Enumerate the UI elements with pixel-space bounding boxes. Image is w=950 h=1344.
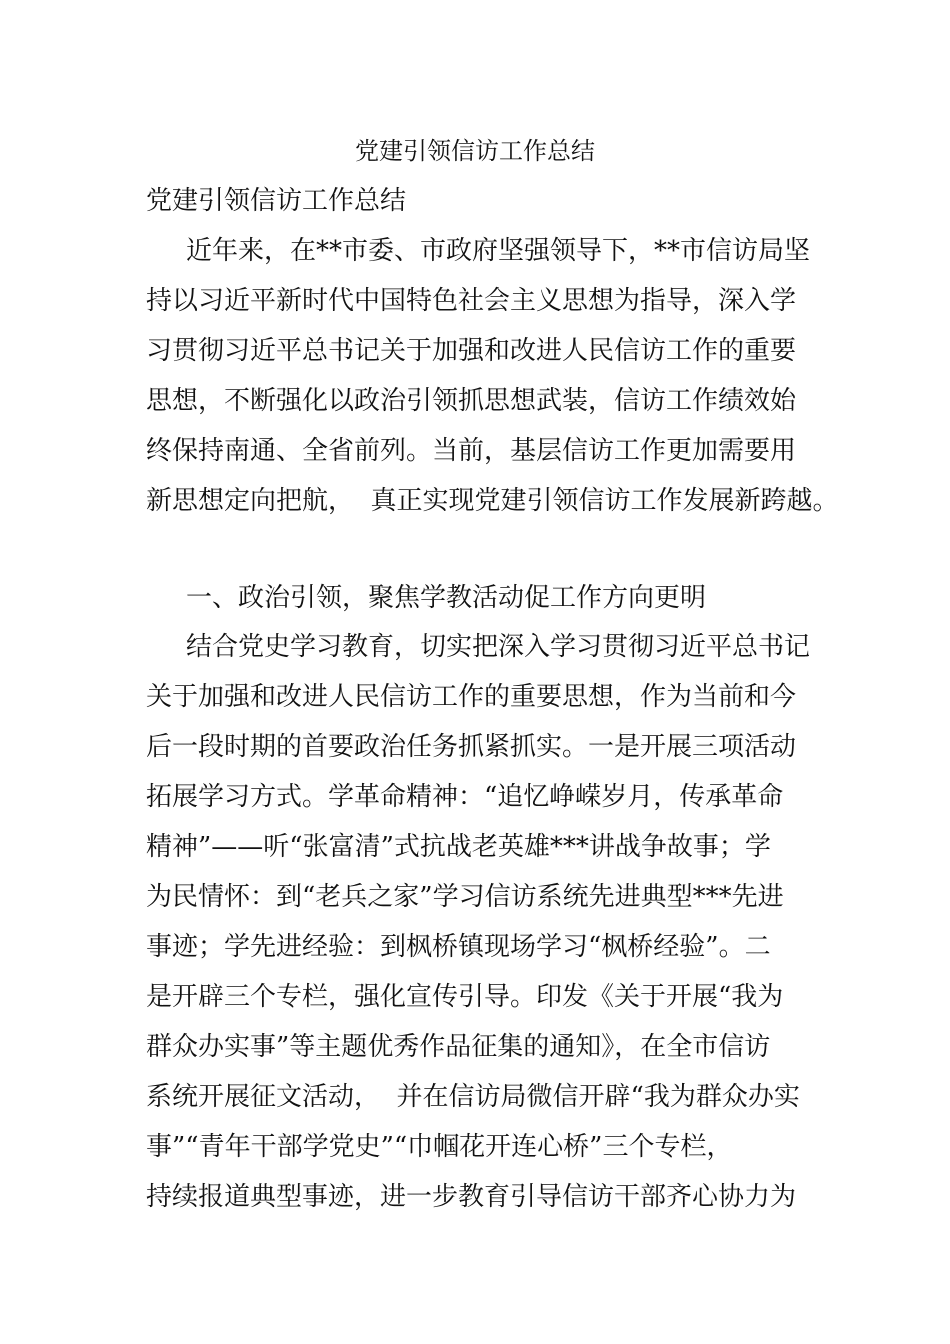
paragraph-line: 终保持南通、全省前列。当前，基层信访工作更加需要用 [146,436,797,466]
document-title: 党建引领信访工作总结 [355,137,595,165]
paragraph-line: 习贯彻习近平总书记关于加强和改进人民信访工作的重要 [146,336,797,366]
paragraph-line: 持以习近平新时代中国特色社会主义思想为指导，深入学 [146,286,797,316]
paragraph-line: 近年来，在**市委、市政府坚强领导下，**市信访局坚 [186,236,811,266]
paragraph-line: 群众办实事”等主题优秀作品征集的通知》，在全市信访 [146,1032,771,1062]
paragraph-line: 后一段时期的首要政治任务抓紧抓实。一是开展三项活动 [146,732,797,762]
document-subtitle: 党建引领信访工作总结 [146,186,407,216]
intro-paragraph [146,226,846,526]
paragraph-line: 持续报道典型事迹，进一步教育引导信访干部齐心协力为 [146,1182,797,1212]
paragraph-line: 关于加强和改进人民信访工作的重要思想，作为当前和今 [146,682,797,712]
paragraph-line: 事”“青年干部学党史”“巾帼花开连心桥”三个专栏， [146,1132,733,1162]
paragraph-line: 拓展学习方式。学革命精神：“追忆峥嵘岁月，传承革命 [146,782,784,812]
paragraph-line: 为民情怀：到“老兵之家”学习信访系统先进典型***先进 [146,882,784,912]
paragraph-line: 精神”——听“张富清”式抗战老英雄***讲战争故事；学 [146,832,771,862]
paragraph-line: 系统开展征文活动， 并在信访局微信开辟“我为群众办实 [146,1082,800,1112]
paragraph-line: 结合党史学习教育，切实把深入学习贯彻习近平总书记 [186,632,811,662]
paragraph-line: 是开辟三个专栏，强化宣传引导。印发《关于开展“我为 [146,982,784,1012]
section-heading: 一、政治引领，聚焦学教活动促工作方向更明 [186,583,707,613]
paragraph-line: 思想，不断强化以政治引领抓思想武装，信访工作绩效始 [146,386,797,416]
paragraph-line: 新思想定向把航， 真正实现党建引领信访工作发展新跨越。 [146,486,839,516]
section-1-heading [146,573,846,623]
paragraph-line: 事迹；学先进经验：到枫桥镇现场学习“枫桥经验”。二 [146,932,771,962]
section-1-paragraph [146,622,846,1222]
